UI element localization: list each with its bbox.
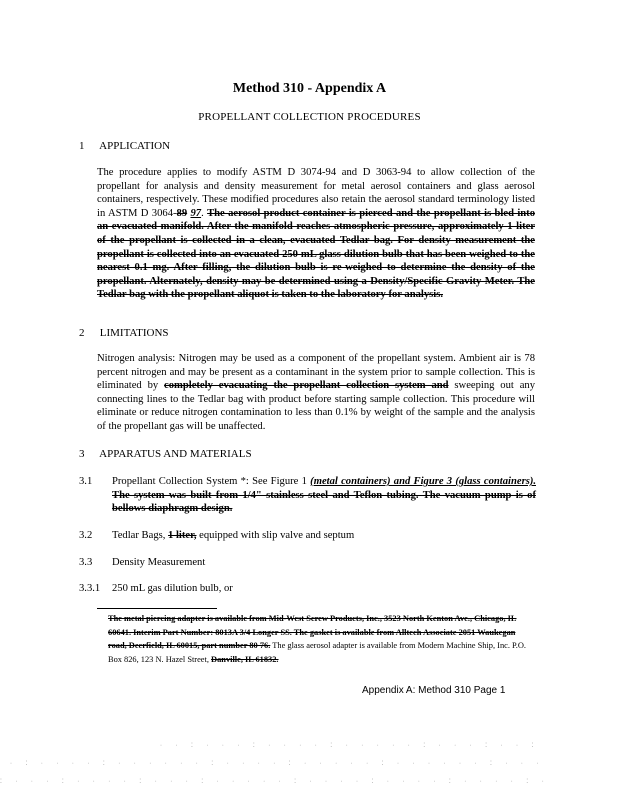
section-heading-application bbox=[79, 140, 170, 152]
item-text-plain: 250 mL gas dilution bulb, or bbox=[112, 583, 233, 594]
item-text-plain: Propellant Collection System *: See Figure 1 bbox=[112, 476, 307, 487]
item-text bbox=[112, 582, 536, 596]
page-subtitle: PROPELLANT COLLECTION PROCEDURES bbox=[198, 111, 421, 123]
item-text-plain: equipped with slip valve and septum bbox=[199, 530, 355, 541]
section-number: 1 bbox=[79, 140, 85, 152]
section-heading-limitations bbox=[79, 327, 169, 339]
scan-noise: · ⁚ · · · · ⁚ · · · · · · ⁚ · · · · ⁚ · · · · · ⁚ · · · · · · ⁚ · · · bbox=[10, 761, 545, 767]
item-number: 3.3.1 bbox=[79, 583, 101, 594]
item-number: 3.3 bbox=[79, 557, 93, 568]
scan-noise: · · ⁚ · · · ⁚ · · · · ⁚ · · · · · ⁚ · · · ⁚ · · ⁚ bbox=[160, 743, 540, 749]
item-text bbox=[112, 475, 536, 516]
application-paragraph: The procedure applies to modify ASTM D 3074-94 and D 3063-94 to allow collection of the propellant for analysis and density measurement for metal aerosol containers and glass aerosol containers, respectively. These modified procedures also retain the aerosol standard terminology listed in ASTM D 3064-89 97. The aerosol product container is pierced and the propellant is bled into an evacuated manifold. After the manifold reaches atmospheric pressure, approximately 1 liter of the propellant is collected in a clean, evacuated Tedlar bag. For density measurement the propellant is collected into an evacuated 250 mL glass dilution bulb that has been weighed to the nearest 0.1 mg. After filling, the dilution bulb is re-weighed to determine the density of the propellant. Alternately, density may be determined using a Density/Specific Gravity Meter. The Tedlar bag with the propellant aliquot is taken to the laboratory for analysis. bbox=[97, 167, 535, 301]
section-title: LIMITATIONS bbox=[99, 327, 169, 339]
footnote-divider bbox=[97, 608, 217, 609]
item-text bbox=[112, 556, 536, 570]
footnote-struck-text: The metal piercing adapter is available from Mid-West Screw Products, Inc., 3523 North Kenton Ave., Chicago, IL 60641. Interim Part Number: 8013A 3/4 Longer SS. The gasket is available from Alltech Associate 2051 Waukegan road, Deerfield, IL 60015, part number 80 76. bbox=[108, 614, 517, 650]
struck-paragraph-text: completely evacuating the propellant collection system and bbox=[164, 380, 449, 392]
page-footer: Appendix A: Method 310 Page 1 bbox=[362, 685, 506, 696]
item-number: 3.2 bbox=[79, 530, 93, 541]
section-number: 2 bbox=[79, 327, 85, 339]
scan-noise: ⁚ · · · ⁚ · · · · ⁚ · · · ⁚ · · · · · ⁚ · · · · ⁚ · · · · ⁚ · · · · ⁚ · bbox=[0, 779, 550, 785]
paragraph-text: The procedure applies to modify ASTM D 3074-94 and D 3063-94 to allow collection of the propellant for analysis and density measurement for metal aerosol containers and glass aerosol containers, respectively. These modified procedures also retain the aerosol standard terminology listed in ASTM D 3064- bbox=[97, 167, 535, 219]
section-number: 3 bbox=[79, 448, 85, 460]
item-text-struck: The system was built from 1/4" stainless steel and Teflon tubing. The vacuum pump is of bellows diaphragm design. bbox=[112, 489, 536, 515]
struck-year: 89 bbox=[176, 207, 188, 219]
section-heading-apparatus bbox=[79, 448, 252, 460]
item-text bbox=[112, 529, 536, 543]
struck-paragraph-text: The aerosol product container is pierced and the propellant is bled into an evacuated manifold. After the manifold reaches atmospheric pressure, approximately 1 liter of the propellant is collected in a clean, evacuated Tedlar bag. For density measurement the propellant is collected into an evacuated 250 mL glass dilution bulb that has been weighed to the nearest 0.1 mg. After filling, the dilution bulb is re-weighed to determine the density of the propellant. Alternately, density may be determined using a Density/Specific Gravity Meter. The Tedlar bag with the propellant aliquot is taken to the laboratory for analysis. bbox=[97, 207, 535, 301]
page-title: Method 310 - Appendix A bbox=[232, 81, 387, 96]
item-text-inserted: (metal containers) and Figure 3 (glass containers). bbox=[310, 476, 536, 487]
item-text-plain: Density Measurement bbox=[112, 557, 206, 568]
section-title: APPARATUS AND MATERIALS bbox=[99, 448, 252, 460]
footnote-struck-text: Danville, IL 61832. bbox=[211, 654, 279, 664]
paragraph-text: Nitrogen analysis: Nitrogen may be used as a component of the propellant system. Ambient air is 78 percent nitrogen and may be present as a contaminant in the system prior to sample collection. This is eliminated by bbox=[97, 353, 535, 392]
section-title: APPLICATION bbox=[99, 140, 171, 152]
item-text-struck: 1 liter, bbox=[168, 530, 197, 541]
inserted-year: 97 bbox=[190, 207, 202, 219]
item-text-plain: Tedlar Bags, bbox=[112, 530, 166, 541]
paragraph-text: sweeping out any connecting lines to the Tedlar bag with product before starting sample collection. This procedure will eliminate or reduce nitrogen contamination to less than 0.1% by weight of the sample and the analysis of the propellant gas will be unaffected. bbox=[97, 380, 535, 432]
footnote-text: The glass aerosol adapter is available from Modern Machine Ship, Inc. P.O. Box 826, 123 N. Hazel Street, bbox=[108, 641, 527, 664]
item-number: 3.1 bbox=[79, 476, 93, 487]
footnote bbox=[108, 612, 528, 666]
limitations-paragraph bbox=[97, 352, 535, 434]
